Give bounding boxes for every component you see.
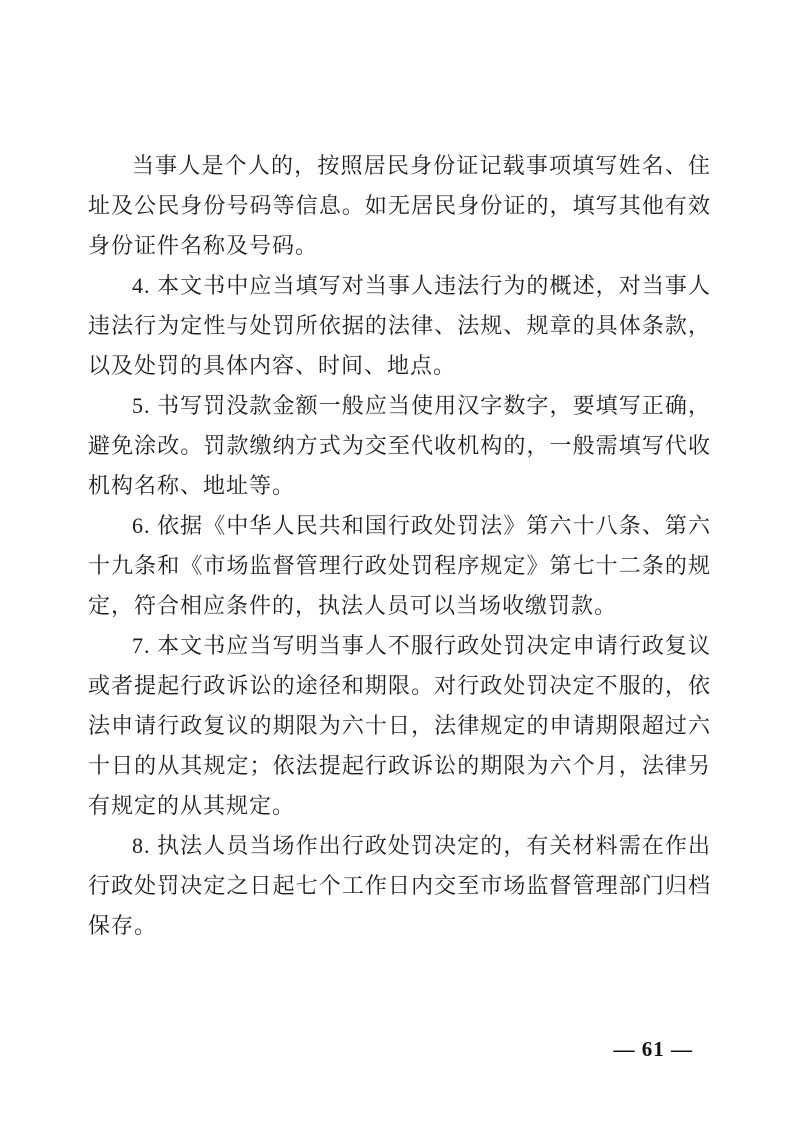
document-body (88, 146, 711, 946)
paragraph-item-7: 7. 本文书应当写明当事人不服行政处罚决定申请行政复议或者提起行政诉讼的途径和期限。对行政处罚决定不服的，依法申请行政复议的期限为六十日，法律规定的申请期限超过六十日的从其规定；依法提起行政诉讼的期限为六个月，法律另有规定的从其规定。 (88, 633, 711, 818)
paragraph-item-6: 6. 依据《中华人民共和国行政处罚法》第六十八条、第六十九条和《市场监督管理行政处罚程序规定》第七十二条的规定，符合相应条件的，执法人员可以当场收缴罚款。 (88, 513, 711, 618)
paragraph-item-8: 8. 执法人员当场作出行政处罚决定的，有关材料需在作出行政处罚决定之日起七个工作日内交至市场监督管理部门归档保存。 (88, 833, 711, 938)
page-number: — 61 — (613, 1037, 693, 1061)
paragraph-intro: 当事人是个人的，按照居民身份证记载事项填写姓名、住址及公民身份号码等信息。如无居民身份证的，填写其他有效身份证件名称及号码。 (88, 153, 711, 258)
paragraph-item-5: 5. 书写罚没款金额一般应当使用汉字数字，要填写正确，避免涂改。罚款缴纳方式为交至代收机构的，一般需填写代收机构名称、地址等。 (88, 393, 711, 498)
paragraph-item-4: 4. 本文书中应当填写对当事人违法行为的概述，对当事人违法行为定性与处罚所依据的法律、法规、规章的具体条款，以及处罚的具体内容、时间、地点。 (88, 273, 711, 378)
